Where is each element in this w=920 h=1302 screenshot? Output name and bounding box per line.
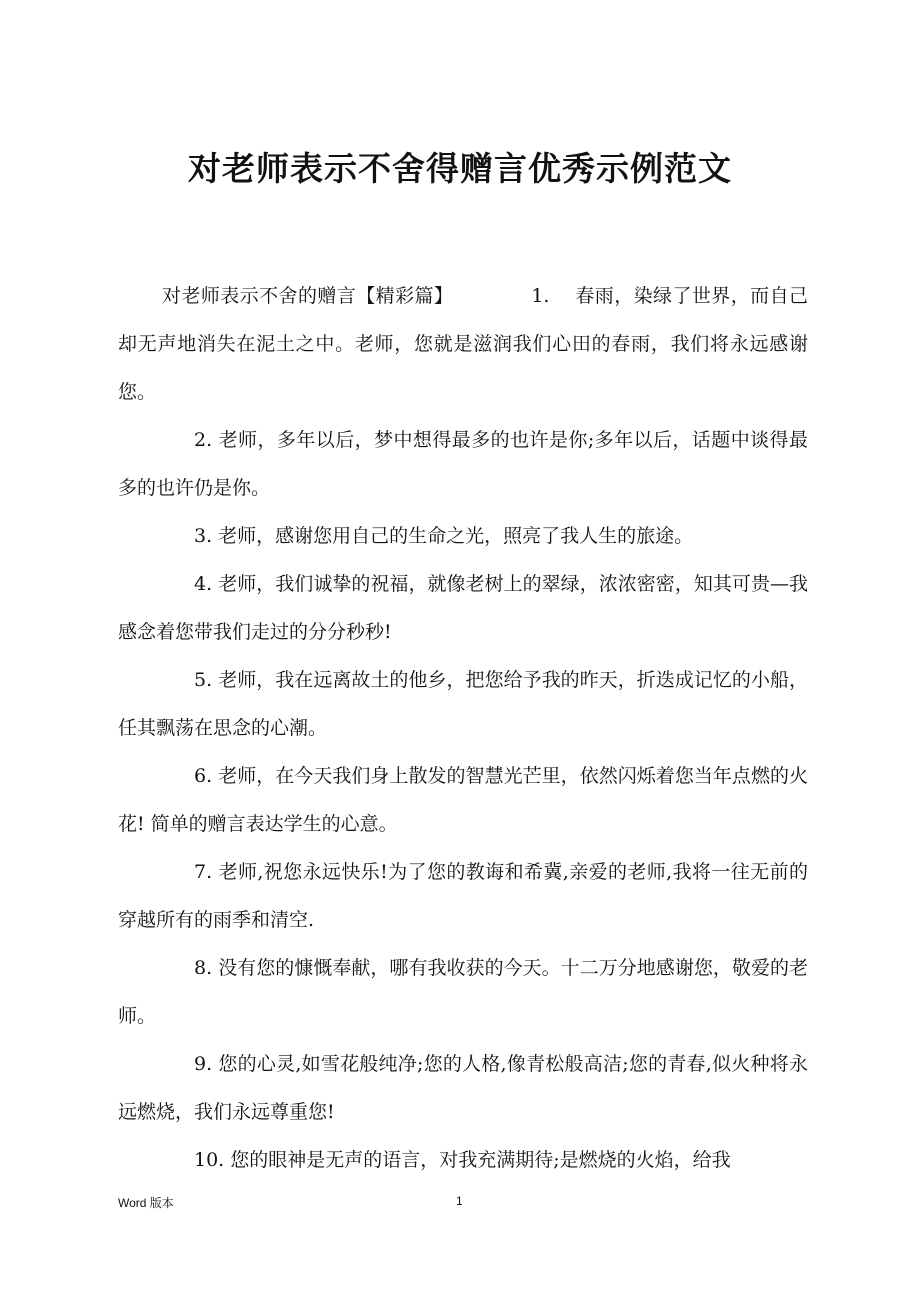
page-number: 1: [456, 1194, 463, 1208]
paragraph-3: 3. 老师，感谢您用自己的生命之光，照亮了我人生的旅途。: [194, 525, 694, 547]
document-title: 对老师表示不舍得赠言优秀示例范文: [188, 149, 732, 188]
intro-heading: 对老师表示不舍的赠言【精彩篇】: [162, 285, 454, 307]
paragraph-8: 8. 没有您的慷慨奉献，哪有我收获的今天。十二万分地感谢您，敬爱的老师。: [118, 957, 808, 1027]
intro-text: 春雨，染绿了世界，而自己却无声地消失在泥土之中。老师，您就是滋润我们心田的春雨，我们将永远感谢您。: [118, 285, 808, 403]
paragraph-2: 2. 老师，多年以后，梦中想得最多的也许是你;多年以后，话题中谈得最多的也许仍是你。: [118, 429, 808, 499]
intro-number: 1.: [531, 285, 550, 307]
paragraph-9: 9. 您的心灵,如雪花般纯净;您的人格,像青松般高洁;您的青春,似火种将永远燃烧，我们永远尊重您!: [118, 1053, 808, 1123]
document-body: [118, 272, 808, 1184]
paragraph-5: 5. 老师，我在远离故土的他乡，把您给予我的昨天，折迭成记忆的小船，任其飘荡在思念的心潮。: [118, 669, 808, 739]
paragraph-6: 6. 老师，在今天我们身上散发的智慧光芒里，依然闪烁着您当年点燃的火花! 简单的赠言表达学生的心意。: [118, 765, 808, 835]
footer-version-label: Word 版本: [118, 1196, 174, 1210]
intro-paragraph: [118, 272, 808, 416]
paragraph-4: 4. 老师，我们诚挚的祝福，就像老树上的翠绿，浓浓密密，知其可贵—我感念着您带我们走过的分分秒秒!: [118, 573, 808, 643]
paragraph-10: 10. 您的眼神是无声的语言，对我充满期待;是燃烧的火焰，给我: [194, 1149, 731, 1171]
paragraph-7: 7. 老师,祝您永远快乐!为了您的教诲和希冀,亲爱的老师,我将一往无前的穿越所有的雨季和清空.: [118, 861, 808, 931]
